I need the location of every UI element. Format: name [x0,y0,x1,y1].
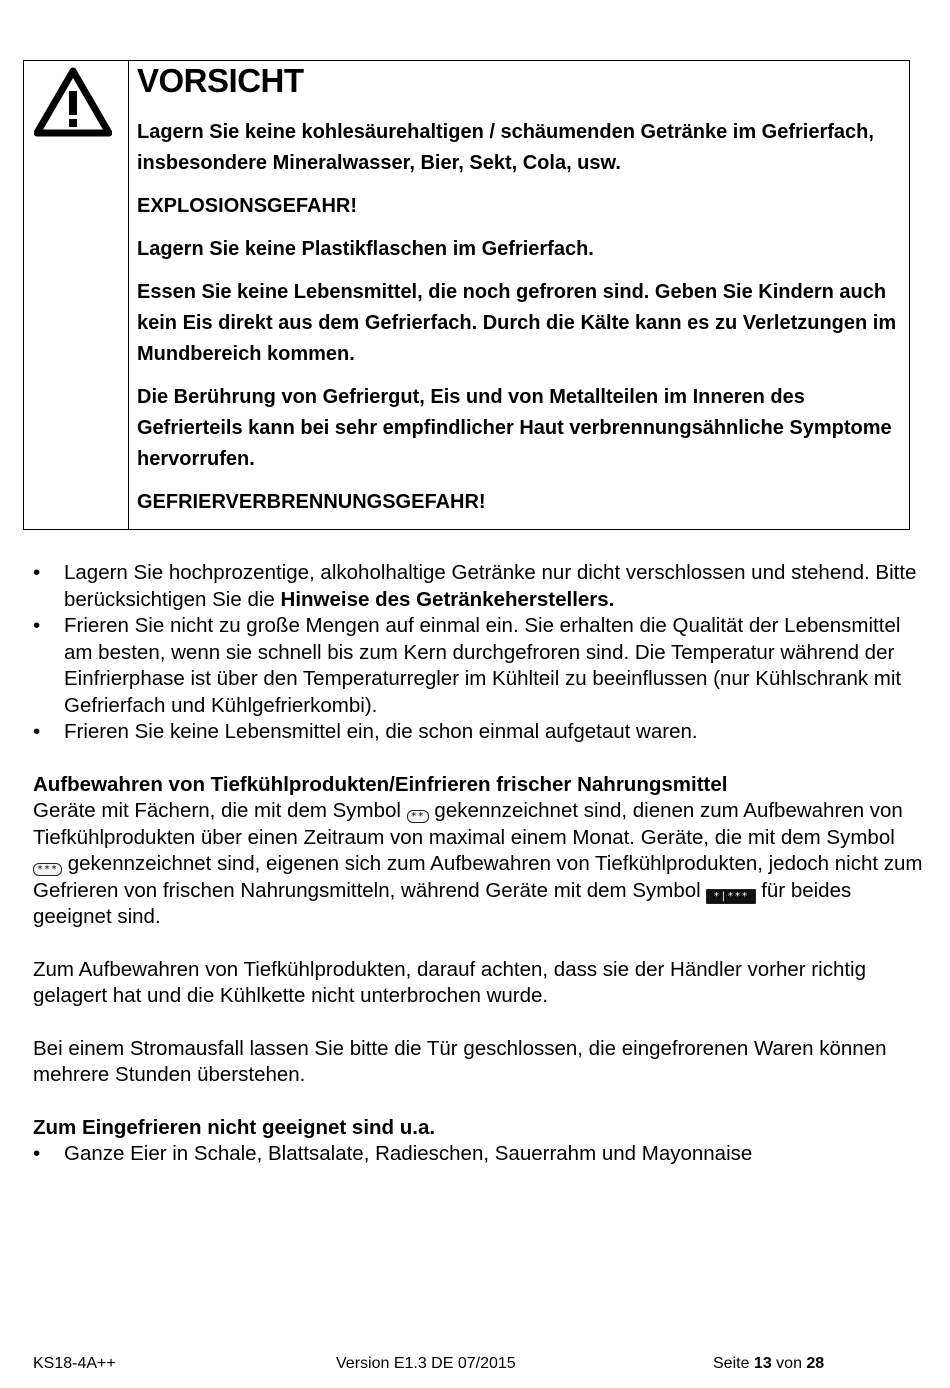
storage-text: gekennzeichnet sind, eigenen sich zum Aufbewahren von Tiefkühlprodukten, jedoch nicht zum Gefrieren von frischen Nahrungsmitteln, während Geräte mit dem Symbol [33,852,923,902]
footer-page-total: 28 [806,1355,825,1372]
two-star-symbol-icon: ** [407,810,429,823]
cold-chain-paragraph: Zum Aufbewahren von Tiefkühlprodukten, darauf achten, dass sie der Händler vorher richtig gelagert hat und die Kühlkette nicht unterbrochen wurde. [33,957,866,1007]
footer-page-prefix: Seite [713,1355,754,1372]
warning-title: VORSICHT [137,62,304,99]
section-heading-unsuitable [33,1115,923,1142]
list-item [33,560,923,613]
storage-paragraph [33,772,923,931]
warning-box [23,60,910,530]
storage-text: für beides geeignet sind. [33,878,852,928]
storage-text: Geräte mit Fächern, die mit dem Symbol [33,799,407,822]
three-star-symbol-icon: *** [33,863,62,876]
section-heading-storage: Aufbewahren von Tiefkühlprodukten/Einfrieren frischer Nahrungsmittel [33,772,728,796]
warning-paragraph: Lagern Sie keine kohlesäurehaltigen / schäumenden Getränke im Gefrierfach, insbesondere Mineralwasser, Bier, Sekt, Cola, usw. [137,121,874,174]
main-content [33,560,923,1168]
unsuitable-heading-text: Zum Eingefrieren nicht geeignet sind u.a. [33,1115,436,1139]
warning-paragraph: Die Berührung von Gefriergut, Eis und von Metallteilen im Inneren des Gefrierteils kann bei sehr empfindlicher Haut verbrennungsähnliche Symptome hervorrufen. [137,386,892,470]
footer-page-sep: von [771,1355,807,1372]
warning-icon-cell [24,61,129,529]
bullet-list-unsuitable [33,1141,923,1168]
list-item: • Ganze Eier in Schale, Blattsalate, Radieschen, Sauerrahm und Mayonnaise [33,1141,923,1168]
footer-page-number [713,1355,824,1373]
power-outage-paragraph: Bei einem Stromausfall lassen Sie bitte die Tür geschlossen, die eingefrorenen Waren können mehrere Stunden überstehen. [33,1036,887,1086]
bullet-list-storage [33,560,923,746]
four-star-symbol-icon: *|*** [706,889,755,904]
list-item-bold-text: Hinweise des Getränkeherstellers. [280,587,615,611]
warning-paragraph: GEFRIERVERBRENNUNGSGEFAHR! [137,491,486,513]
storage-text: gekennzeichnet sind, dienen zum Aufbewahren von Tiefkühlprodukten über einen Zeitraum von maximal einem Monat. Geräte, die mit dem Symbol [33,799,903,849]
list-item-text: Lagern Sie hochprozentige, alkoholhaltige Getränke nur dicht verschlossen und stehend. Bitte berücksichtigen Sie die [64,561,917,611]
warning-paragraph: Lagern Sie keine Plastikflaschen im Gefrierfach. [137,238,594,260]
warning-paragraph: EXPLOSIONSGEFAHR! [137,195,358,217]
footer-version: Version E1.3 DE 07/2015 [336,1355,516,1372]
list-item: • Frieren Sie keine Lebensmittel ein, die schon einmal aufgetaut waren. [33,719,923,746]
warning-paragraph: Essen Sie keine Lebensmittel, die noch gefroren sind. Geben Sie Kindern auch kein Eis direkt aus dem Gefrierfach. Durch die Kälte kann es zu Verletzungen im Mundbereich kommen. [137,281,897,365]
footer-model: KS18-4A++ [33,1355,116,1372]
list-item: • Frieren Sie nicht zu große Mengen auf einmal ein. Sie erhalten die Qualität der Lebensmittel am besten, wenn sie schnell bis zum Kern durchgefroren sind. Die Temperatur während der Einfrierphase ist über den Temperaturregler im Kühlteil zu beeinflussen (nur Kühlschrank mit Gefrierfach und Kühlgefrierkombi). [33,613,923,719]
warning-triangle-icon [34,67,112,137]
warning-body [137,117,897,530]
footer-page-current: 13 [753,1355,772,1372]
